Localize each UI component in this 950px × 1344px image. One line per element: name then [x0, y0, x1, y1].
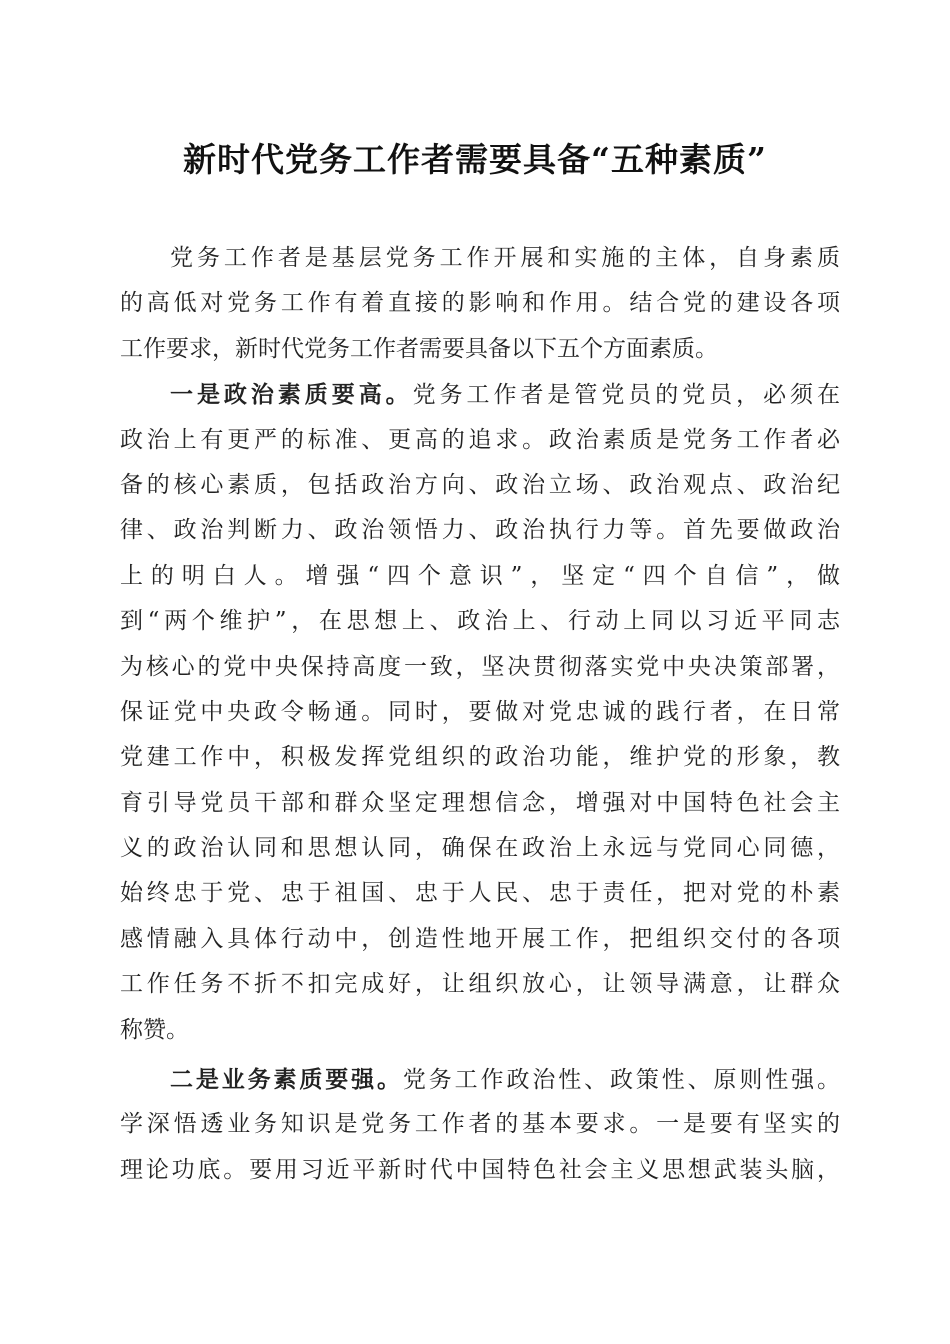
section-political-quality: [120, 372, 840, 1053]
section-lead: 一是政治素质要高。: [170, 381, 413, 409]
paragraph-line: 保证党中央政令畅通。同时，要做对党忠诚的践行者，在日常: [120, 698, 840, 725]
paragraph-line: 始终忠于党、忠于祖国、忠于人民、忠于责任，把对党的朴素: [120, 880, 840, 907]
paragraph-line: 理论功底。要用习近平新时代中国特色社会主义思想武装头脑，: [120, 1156, 840, 1183]
paragraph-line: 学深悟透业务知识是党务工作者的基本要求。一是要有坚实的: [120, 1111, 840, 1138]
paragraph-line: 工作任务不折不扣完成好，让组织放心，让领导满意，让群众: [120, 971, 840, 998]
paragraph-line: 育引导党员干部和群众坚定理想信念，增强对中国特色社会主: [120, 789, 840, 816]
paragraph-line: 工作要求，新时代党务工作者需要具备以下五个方面素质。: [120, 335, 718, 362]
paragraph-line: 称赞。: [120, 1016, 189, 1043]
article-body: [120, 236, 840, 1193]
paragraph-line: 律、政治判断力、政治领悟力、政治执行力等。首先要做政治: [120, 517, 840, 544]
paragraph-line: 上的明白人。增强“四个意识”，坚定“四个自信”，做: [120, 562, 840, 589]
paragraph-text: 党务工作者是管党员的党员，必须在: [412, 382, 841, 409]
paragraph-text: 党务工作政治性、政策性、原则性强。: [402, 1067, 841, 1094]
paragraph-line: [120, 1057, 840, 1102]
paragraph-line: 政治上有更严的标准、更高的追求。政治素质是党务工作者必: [120, 426, 840, 453]
page-title: 新时代党务工作者需要具备“五种素质”: [183, 140, 767, 179]
paragraph-line: [120, 372, 840, 417]
paragraph-line: 党建工作中，积极发挥党组织的政治功能，维护党的形象，教: [120, 744, 840, 771]
section-lead: 二是业务素质要强。: [170, 1066, 403, 1094]
paragraph-line: 为核心的党中央保持高度一致，坚决贯彻落实党中央决策部署，: [120, 653, 840, 680]
paragraph-line: 感情融入具体行动中，创造性地开展工作，把组织交付的各项: [120, 925, 840, 952]
section-business-quality: [120, 1057, 840, 1193]
intro-paragraph: [120, 236, 840, 372]
paragraph-line: 到“两个维护”，在思想上、政治上、行动上同以习近平同志: [120, 608, 840, 635]
paragraph-line: 备的核心素质，包括政治方向、政治立场、政治观点、政治纪: [120, 471, 840, 498]
paragraph-line: 党务工作者是基层党务工作开展和实施的主体，自身素质: [170, 245, 840, 271]
paragraph-line: 义的政治认同和思想认同，确保在政治上永远与党同心同德，: [120, 835, 840, 862]
paragraph-line: 的高低对党务工作有着直接的影响和作用。结合党的建设各项: [120, 290, 840, 317]
